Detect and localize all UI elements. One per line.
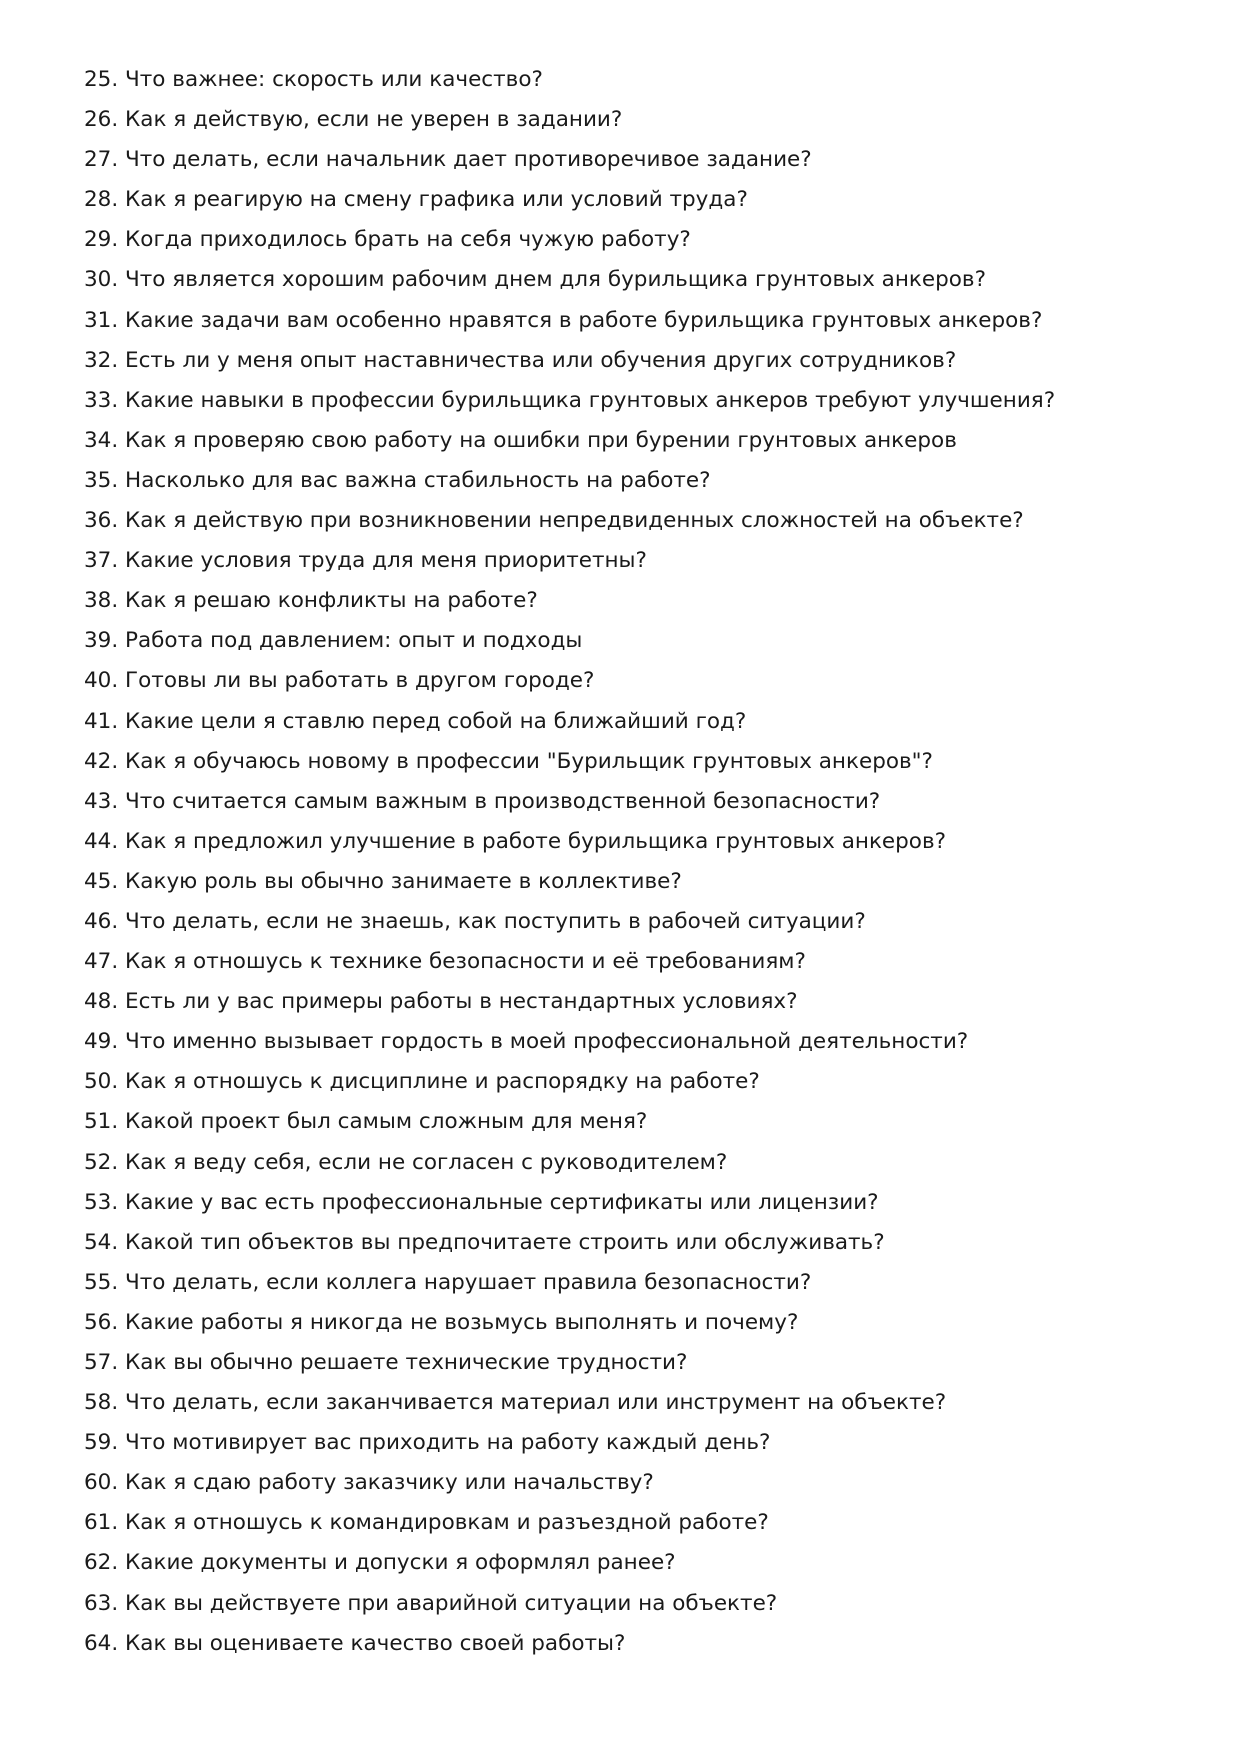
question-item: 53. Какие у вас есть профессиональные сертификаты или лицензии? [84,1189,879,1215]
question-item: 32. Есть ли у меня опыт наставничества или обучения других сотрудников? [84,347,957,373]
question-item: 44. Как я предложил улучшение в работе бурильщика грунтовых анкеров? [84,828,947,854]
question-item: 57. Как вы обычно решаете технические трудности? [84,1350,688,1375]
question-item: 30. Что является хорошим рабочим днем для бурильщика грунтовых анкеров? [84,267,986,293]
question-item: 59. Что мотивирует вас приходить на работу каждый день? [84,1430,771,1456]
question-item: 58. Что делать, если заканчивается материал или инструмент на объекте? [84,1390,947,1416]
question-item: 62. Какие документы и допуски я оформлял ранее? [84,1550,676,1576]
question-item: 61. Как я отношусь к командировкам и разъездной работе? [84,1510,769,1536]
question-item: 54. Какой тип объектов вы предпочитаете строить или обслуживать? [84,1229,885,1255]
question-item: 60. Как я сдаю работу заказчику или начальству? [84,1470,654,1496]
question-item: 42. Как я обучаюсь новому в профессии "Бурильщик грунтовых анкеров"? [84,748,933,774]
question-item: 27. Что делать, если начальник дает противоречивое задание? [84,147,812,173]
question-item: 34. Как я проверяю свою работу на ошибки при бурении грунтовых анкеров [84,427,957,453]
question-item: 51. Какой проект был самым сложным для меня? [84,1109,648,1135]
question-item: 28. Как я реагирую на смену графика или условий труда? [84,187,748,213]
question-item: 40. Готовы ли вы работать в другом городе? [84,668,595,694]
question-item: 35. Насколько для вас важна стабильность на работе? [84,467,711,493]
question-item: 43. Что считается самым важным в производственной безопасности? [84,788,881,814]
question-list [84,62,1184,1666]
question-item: 37. Какие условия труда для меня приоритетны? [84,548,647,574]
question-item: 55. Что делать, если коллега нарушает правила безопасности? [84,1269,812,1295]
question-item: 56. Какие работы я никогда не возьмусь выполнять и почему? [84,1309,799,1335]
question-item: 45. Какую роль вы обычно занимаете в коллективе? [84,868,682,894]
question-item: 41. Какие цели я ставлю перед собой на ближайший год? [84,708,747,734]
question-item: 50. Как я отношусь к дисциплине и распорядку на работе? [84,1069,760,1095]
question-item: 39. Работа под давлением: опыт и подходы [84,628,583,654]
question-item: 33. Какие навыки в профессии бурильщика грунтовых анкеров требуют улучшения? [84,387,1056,413]
question-item: 25. Что важнее: скорость или качество? [84,67,543,92]
question-item: 47. Как я отношусь к технике безопасности и её требованиям? [84,949,806,975]
question-item: 49. Что именно вызывает гордость в моей профессиональной деятельности? [84,1029,969,1055]
question-item: 31. Какие задачи вам особенно нравятся в работе бурильщика грунтовых анкеров? [84,307,1043,333]
question-item: 46. Что делать, если не знаешь, как поступить в рабочей ситуации? [84,908,866,934]
question-item: 26. Как я действую, если не уверен в задании? [84,107,623,133]
question-item: 36. Как я действую при возникновении непредвиденных сложностей на объекте? [84,508,1024,534]
question-item: 64. Как вы оцениваете качество своей работы? [84,1630,626,1656]
question-item: 52. Как я веду себя, если не согласен с руководителем? [84,1149,728,1175]
question-item: 38. Как я решаю конфликты на работе? [84,588,538,614]
question-item: 48. Есть ли у вас примеры работы в нестандартных условиях? [84,989,798,1015]
question-item: 29. Когда приходилось брать на себя чужую работу? [84,227,691,253]
question-item: 63. Как вы действуете при аварийной ситуации на объекте? [84,1590,778,1616]
